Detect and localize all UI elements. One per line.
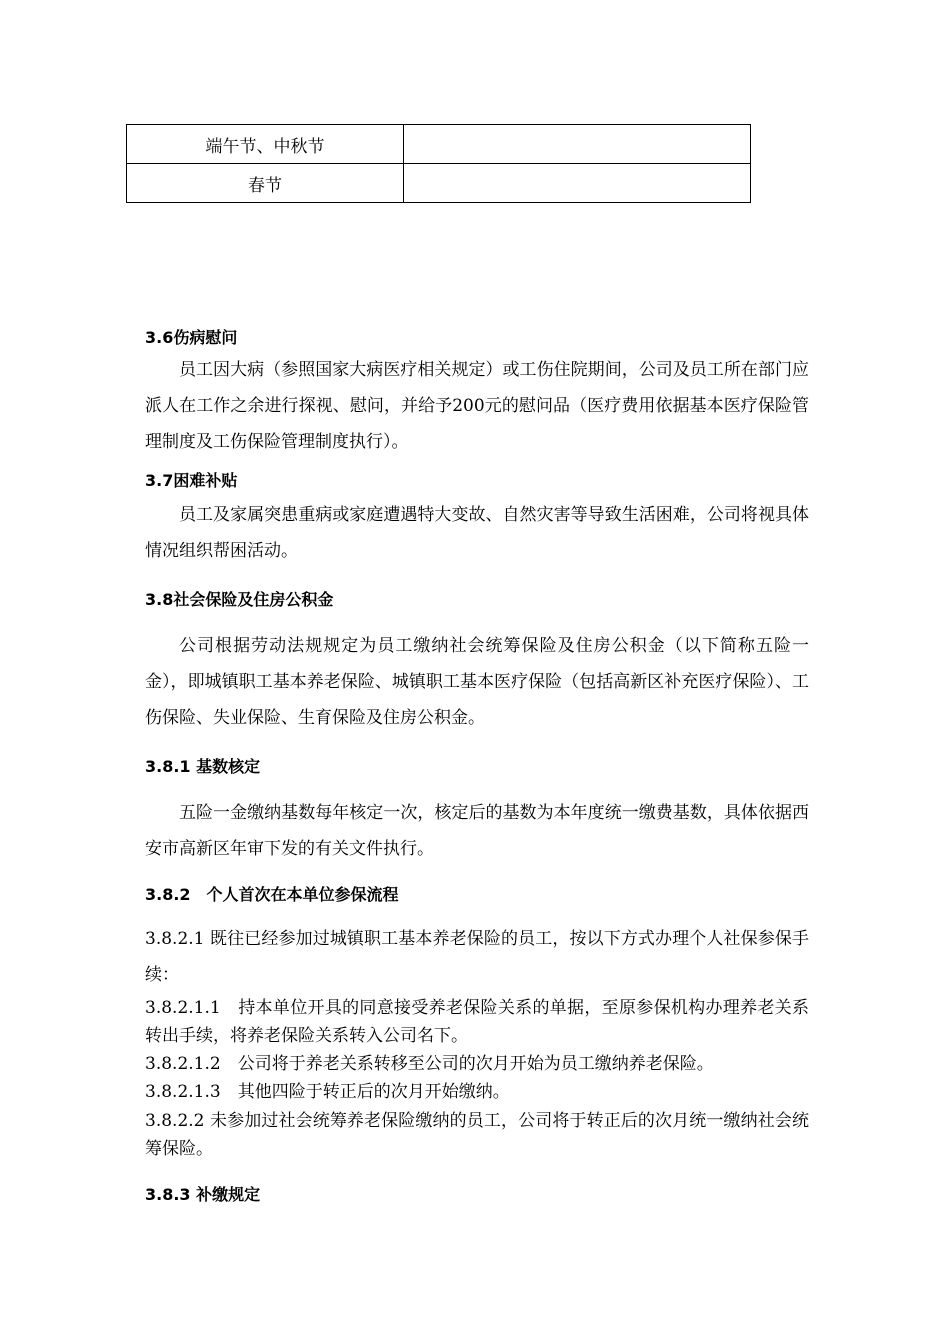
section-heading-3-8-2: 3.8.2 个人首次在本单位参保流程 [145, 885, 399, 904]
holiday-value-cell [404, 125, 751, 164]
table-row [127, 164, 751, 203]
section-heading-3-7: 3.7困难补贴 [145, 471, 238, 490]
paragraph-3-8-2-1-1: 3.8.2.1.1 持本单位开具的同意接受养老保险关系的单据，至原参保机构办理养老关系转出手续，将养老保险关系转入公司名下。 [145, 998, 809, 1046]
holiday-name-cell: 春节 [127, 164, 404, 203]
paragraph-3-8-1: 五险一金缴纳基数每年核定一次，核定后的基数为本年度统一缴费基数，具体依据西安市高新区年审下发的有关文件执行。 [145, 803, 809, 859]
paragraph-3-8-2-1-2: 3.8.2.1.2 公司将于养老关系转移至公司的次月开始为员工缴纳养老保险。 [145, 1054, 714, 1074]
holiday-table [126, 124, 751, 203]
paragraph-3-8-2-1-3: 3.8.2.1.3 其他四险于转正后的次月开始缴纳。 [145, 1082, 510, 1102]
section-heading-3-8-3: 3.8.3 补缴规定 [145, 1185, 261, 1204]
holiday-value-cell [404, 164, 751, 203]
table-row [127, 125, 751, 164]
paragraph-3-8-2-1: 3.8.2.1 既往已经参加过城镇职工基本养老保险的员工，按以下方式办理个人社保参保手续： [145, 929, 809, 985]
paragraph-3-8-2-2: 3.8.2.2 未参加过社会统筹养老保险缴纳的员工，公司将于转正后的次月统一缴纳社会统筹保险。 [145, 1111, 809, 1159]
paragraph-3-7: 员工及家属突患重病或家庭遭遇特大变故、自然灾害等导致生活困难，公司将视具体情况组织帮困活动。 [145, 505, 809, 561]
paragraph-3-6: 员工因大病（参照国家大病医疗相关规定）或工伤住院期间，公司及员工所在部门应派人在工作之余进行探视、慰问，并给予200元的慰问品（医疗费用依据基本医疗保险管理制度及工伤保险管理制度执行）。 [145, 360, 809, 452]
holiday-name-cell: 端午节、中秋节 [127, 125, 404, 164]
section-heading-3-8: 3.8社会保险及住房公积金 [145, 590, 334, 609]
section-heading-3-8-1: 3.8.1 基数核定 [145, 757, 261, 776]
section-heading-3-6: 3.6伤病慰问 [145, 328, 238, 347]
paragraph-3-8: 公司根据劳动法规规定为员工缴纳社会统筹保险及住房公积金（以下简称五险一金），即城镇职工基本养老保险、城镇职工基本医疗保险（包括高新区补充医疗保险）、工伤保险、失业保险、生育保险及住房公积金。 [145, 636, 809, 728]
